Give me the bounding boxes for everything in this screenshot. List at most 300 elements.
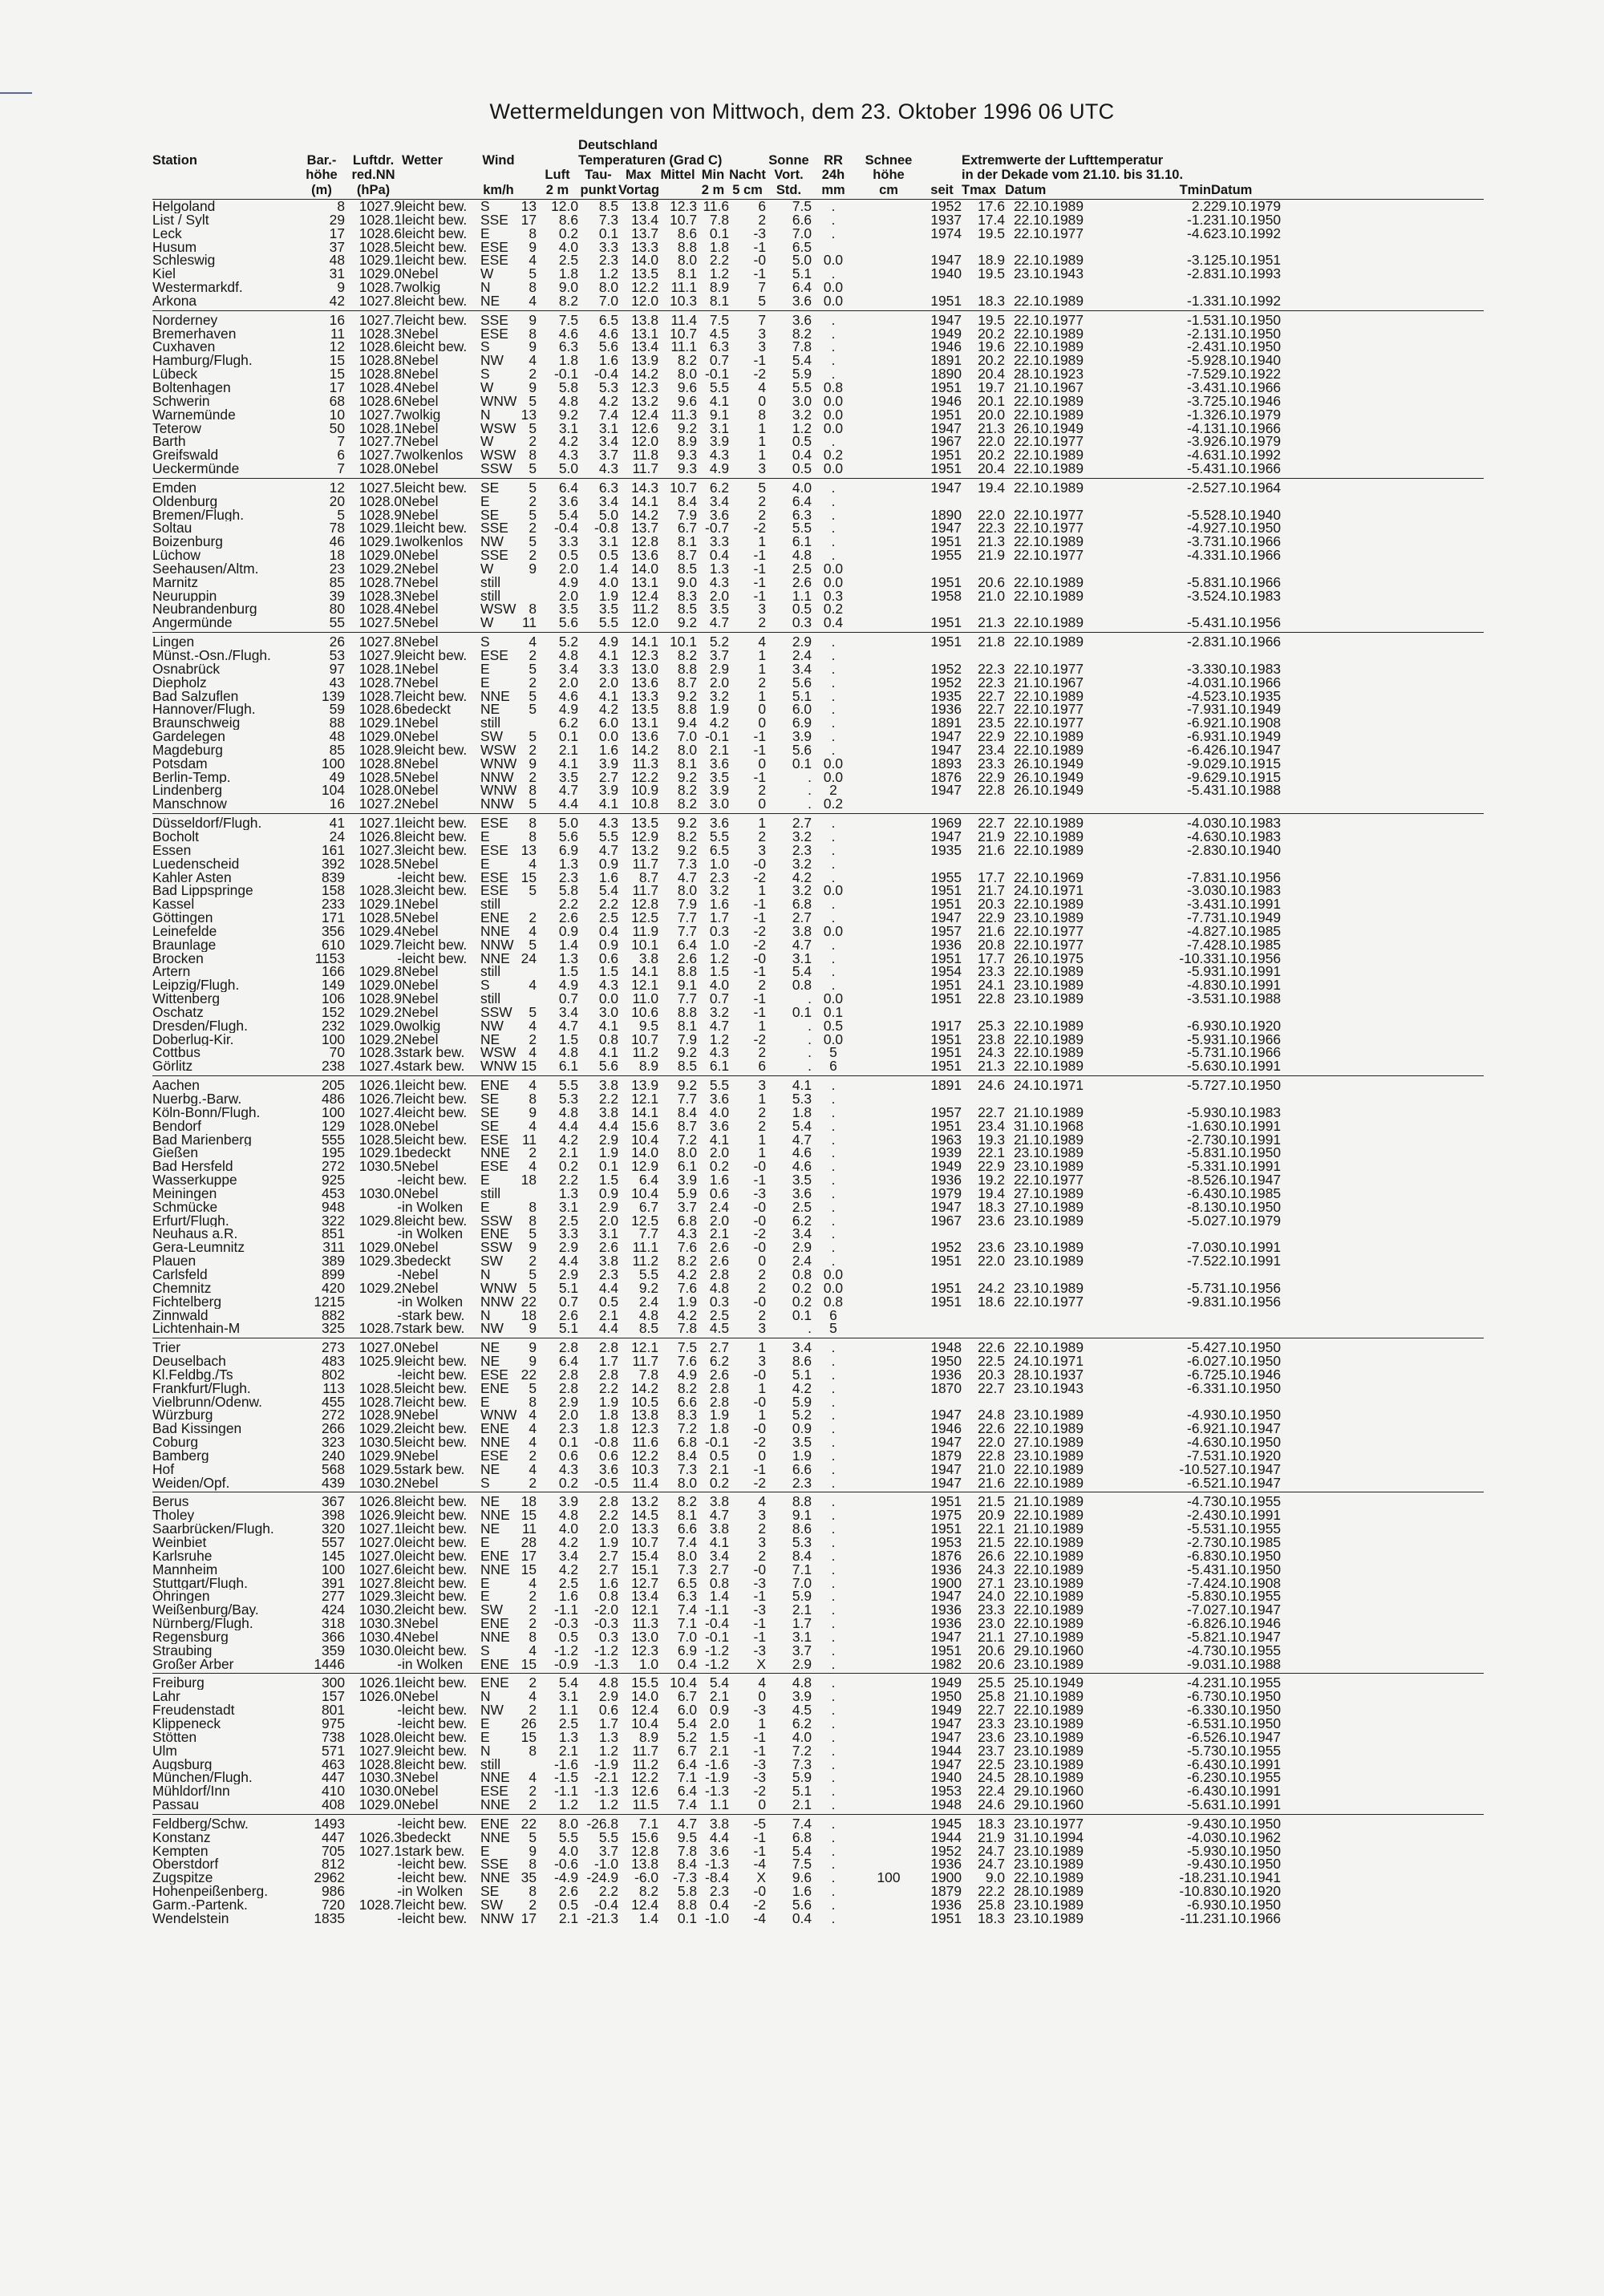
table-cell (1084, 992, 1122, 1006)
table-cell: 10.7 (631, 1536, 658, 1549)
table-cell: 31.10.1956 (1211, 1294, 1282, 1309)
table-cell: 11.1 (670, 281, 697, 294)
table-cell: 13.5 (618, 814, 658, 830)
table-cell (855, 1449, 922, 1463)
station-name: Boizenburg (152, 535, 223, 549)
table-cell: 139 (321, 689, 345, 703)
table-cell: leicht bew. (402, 829, 468, 844)
table-cell: 1975 (930, 1508, 962, 1523)
table-cell: 10.7 (670, 326, 697, 341)
table-cell: 0 (758, 797, 766, 812)
table-cell: 389 (321, 1254, 345, 1268)
table-cell: 2.0 (709, 589, 729, 603)
table-cell: 30.10.1991 (1211, 1757, 1282, 1772)
station-name: Saarbrücken/Flugh. (152, 1522, 274, 1536)
table-cell: 22.5 (978, 1355, 1005, 1368)
table-cell (1084, 857, 1122, 871)
table-cell: 1951 (930, 575, 962, 589)
table-cell: 28.10.1985 (1211, 937, 1282, 952)
table-cell (855, 633, 922, 649)
table-cell: 5 (529, 421, 537, 435)
table-cell: 24.1 (978, 978, 1005, 993)
table-cell: 22.9 (978, 730, 1005, 743)
table-cell: 7.6 (677, 1355, 697, 1368)
table-cell: 5.1 (792, 1784, 812, 1799)
table-cell: Nebel (402, 1617, 439, 1630)
table-cell: leicht bew. (402, 870, 468, 885)
table-cell: 23.10.1989 (1013, 1743, 1084, 1758)
station-name: Zugspitze (152, 1871, 213, 1885)
table-cell: leicht bew. (402, 1857, 468, 1872)
table-cell: 4.2 (598, 703, 618, 717)
table-cell: 2 (529, 1146, 537, 1160)
table-cell: 0.3 (792, 616, 812, 631)
table-cell: 2.0 (709, 1716, 729, 1731)
table-cell: Nebel (402, 602, 439, 617)
table-cell: 1891 (930, 354, 962, 368)
table-cell (855, 690, 922, 703)
table-cell: 1 (758, 535, 766, 549)
table-cell: 4.9 (578, 633, 618, 649)
table-cell: -3.1 (1187, 253, 1211, 268)
table-cell: . (831, 508, 836, 522)
table-cell: 12.8 (631, 1844, 658, 1858)
table-cell: 22.10.1989 (1013, 394, 1084, 408)
table-cell (1005, 797, 1084, 813)
table-cell: 1947 (930, 1589, 962, 1604)
table-cell: 5.6 (792, 743, 812, 757)
table-cell: 1951 (930, 1911, 962, 1926)
table-cell: 1952 (930, 1844, 962, 1858)
table-cell: 0.0 (823, 756, 844, 771)
table-cell: 5.4 (558, 508, 578, 522)
table-cell: 6.5 (578, 310, 618, 326)
table-cell: 851 (321, 1227, 345, 1241)
table-cell: -0 (753, 1213, 766, 1228)
table-cell: leicht bew. (402, 1132, 468, 1147)
table-cell: Nebel (402, 508, 439, 522)
table-cell: 5.5 (697, 1076, 729, 1092)
table-cell: . (831, 1448, 836, 1463)
table-cell: 12.6 (631, 1784, 658, 1799)
station-name: Doberlug-Kir. (152, 1032, 234, 1047)
table-cell: E (480, 1173, 490, 1187)
table-cell: 2 (829, 784, 837, 798)
table-cell (1084, 1395, 1122, 1409)
table-cell: -0.1 (705, 1436, 729, 1449)
table-cell: . (831, 1436, 836, 1449)
table-cell: 4.3 (558, 1462, 578, 1476)
table-cell: -6.9 (1187, 1422, 1211, 1436)
table-cell: 23.4 (978, 743, 1005, 757)
table-cell: Nebel (402, 575, 439, 589)
table-cell (1211, 1092, 1484, 1106)
table-cell: Nebel (402, 924, 439, 938)
table-cell (855, 535, 922, 549)
table-cell: 2 (529, 1254, 537, 1268)
table-cell: 24.10.1971 (1013, 1355, 1084, 1368)
header-cell: Station (152, 152, 197, 168)
table-cell: 1953 (930, 1784, 962, 1799)
table-cell: 31.10.1950 (1211, 1146, 1282, 1160)
table-cell: 11.9 (632, 924, 658, 938)
table-row (152, 1690, 1484, 1703)
table-cell (855, 367, 922, 381)
table-cell: 31.10.1950 (1211, 340, 1282, 354)
table-cell (1084, 1717, 1122, 1731)
table-cell: 4 (516, 633, 537, 649)
table-cell: 1027.3 (358, 843, 402, 857)
table-cell: Nebel (402, 978, 439, 993)
table-cell: 2.8 (558, 1367, 578, 1382)
table-cell (1005, 281, 1084, 294)
table-cell (855, 327, 922, 341)
table-cell: 1951 (930, 616, 962, 631)
station-name: Lichtenhain-M (152, 1322, 241, 1337)
table-cell: 4.3 (709, 1046, 729, 1060)
table-cell: 14.2 (631, 367, 658, 381)
table-cell: Nebel (402, 716, 439, 731)
table-cell: 1.9 (598, 1536, 618, 1549)
table-cell: 13.3 (631, 689, 658, 703)
table-cell: 8.1 (677, 1508, 697, 1523)
table-cell: 29.10.1960 (1013, 1798, 1084, 1813)
table-cell: 2.3 (598, 1267, 618, 1282)
table-cell: 31.10.1992 (1211, 294, 1282, 309)
table-cell: 4.8 (558, 1046, 578, 1060)
table-cell: SSE (480, 1857, 508, 1872)
station-name: Mannheim (152, 1562, 218, 1577)
table-cell: 30.10.1955 (1211, 1643, 1282, 1658)
table-cell: 22.10.1989 (1013, 1462, 1084, 1476)
table-cell: 2.8 (558, 1381, 578, 1395)
header-cell (402, 138, 480, 153)
table-cell: 5.8 (558, 884, 578, 898)
table-cell: 5.4 (537, 1674, 578, 1690)
table-cell: 5.9 (792, 367, 812, 381)
table-cell: - (397, 1367, 402, 1382)
table-row (152, 1630, 1484, 1644)
table-cell: 8 (337, 199, 345, 213)
table-cell: stark bew. (402, 1046, 465, 1060)
table-cell: 26.10.1979 (1211, 407, 1282, 422)
table-cell: 22.1 (978, 1522, 1005, 1536)
table-cell: 24.10.1983 (1211, 589, 1282, 603)
table-row (152, 241, 1484, 254)
header-cell: Tmax (962, 183, 1005, 200)
table-cell: 161 (321, 843, 345, 857)
table-cell: -6.0 (1187, 1355, 1211, 1368)
table-cell (1084, 1492, 1122, 1508)
table-row (152, 1476, 1484, 1492)
table-cell: 1028.0 (358, 1730, 402, 1744)
table-cell: -1.6 (554, 1757, 578, 1772)
table-cell (1084, 1463, 1122, 1476)
table-cell: 1029.8 (358, 1213, 402, 1228)
table-cell: 0.5 (558, 549, 578, 562)
table-cell: 35 (520, 1871, 537, 1885)
table-cell: 8.6 (677, 226, 697, 241)
table-cell: 2 (529, 1589, 537, 1604)
table-cell: 4.4 (598, 1322, 618, 1337)
header-cell: Datum (1005, 183, 1084, 200)
table-cell: 7.4 (677, 1603, 697, 1618)
table-cell: 12.8 (631, 535, 658, 549)
table-cell: -3.4 (1187, 380, 1211, 395)
table-cell: . (831, 1173, 836, 1187)
table-cell: -1 (753, 1844, 766, 1858)
table-cell: 15 (329, 354, 345, 368)
table-cell: 4 (529, 1643, 537, 1658)
table-row (152, 1173, 1484, 1187)
table-cell: 11.7 (632, 1743, 658, 1758)
table-cell: 2.6 (709, 1254, 729, 1268)
table-cell: 3.4 (598, 494, 618, 508)
table-cell (1122, 281, 1211, 294)
table-cell: 9.2 (658, 814, 697, 830)
table-cell: 18.9 (978, 253, 1005, 268)
table-cell (1084, 1703, 1122, 1717)
table-cell: 3.1 (558, 1690, 578, 1704)
table-cell: leicht bew. (402, 1576, 468, 1590)
table-cell: 8.8 (677, 965, 697, 979)
table-cell: 22.10.1991 (1211, 1254, 1282, 1268)
table-cell: 1948 (922, 1338, 962, 1355)
table-cell: 23.10.1989 (1013, 1576, 1084, 1590)
table-cell: 27.10.1964 (1211, 478, 1484, 494)
table-cell: 3.0 (792, 394, 812, 408)
table-cell (1084, 1059, 1122, 1075)
table-cell: 2.1 (558, 1743, 578, 1758)
station-name: Bocholt (152, 829, 200, 844)
table-cell (1084, 1173, 1122, 1187)
table-cell: 7.4 (598, 407, 618, 422)
table-row (152, 521, 1484, 535)
table-cell: 8.8 (677, 703, 697, 717)
table-cell: 1951 (922, 1492, 962, 1508)
table-cell: 2.5 (558, 1576, 578, 1590)
table-cell: 1028.3 (358, 589, 402, 603)
table-cell: 10.5 (631, 1395, 658, 1409)
table-cell: 2 (529, 1476, 537, 1491)
table-cell: 3.9 (709, 435, 729, 449)
table-cell: 2.5 (598, 911, 618, 925)
table-cell: 23.10.1989 (1013, 1911, 1084, 1926)
table-cell (1122, 1309, 1211, 1322)
table-cell: 1030.4 (358, 1630, 402, 1644)
table-cell: 0.7 (709, 354, 729, 368)
table-cell: 5.5 (598, 616, 618, 631)
table-cell: 3 (758, 340, 766, 354)
table-cell: leicht bew. (402, 226, 468, 241)
table-cell: 3.9 (677, 1173, 697, 1187)
table-cell: 12.3 (631, 1643, 658, 1658)
table-cell: -4.0 (1187, 675, 1211, 690)
table-cell: 1.2 (709, 267, 729, 281)
table-cell: -2.4 (1187, 340, 1211, 354)
table-cell: 4 (529, 1436, 537, 1449)
table-cell: ENE (480, 1814, 516, 1830)
station-name: Ueckermünde (152, 462, 240, 477)
table-cell: 3.6 (709, 756, 729, 771)
table-cell: Nebel (402, 267, 439, 281)
table-cell: 10.1 (631, 937, 658, 952)
table-cell (855, 616, 922, 632)
table-cell: 356 (321, 924, 345, 938)
table-cell: 2 (758, 1308, 766, 1322)
table-cell: 2 (529, 770, 537, 784)
station-name: Dresden/Flugh. (152, 1018, 248, 1033)
table-cell: 29.10.1960 (1013, 1784, 1084, 1799)
table-cell: -4.6 (1187, 829, 1211, 844)
table-cell: 0.1 (558, 730, 578, 743)
table-cell: 1957 (930, 924, 962, 938)
table-cell: stark bew. (402, 1322, 465, 1337)
table-cell: 1949 (930, 326, 962, 341)
table-cell: . (831, 1657, 836, 1672)
table-cell: 9 (516, 1338, 537, 1355)
table-cell: 1028.4 (358, 380, 402, 395)
table-cell: 24.10.1908 (1211, 1576, 1282, 1590)
table-cell: -6.5 (1187, 1716, 1211, 1731)
table-cell: -5.7 (1187, 1743, 1211, 1758)
table-cell: E (480, 829, 490, 844)
table-cell: 6.5 (709, 843, 729, 857)
table-cell: ENE (480, 1381, 509, 1395)
table-cell: -5.4 (1187, 616, 1211, 631)
table-cell (855, 213, 922, 227)
station-name: Göttingen (152, 911, 213, 925)
table-cell: 0.5 (598, 1294, 618, 1309)
table-cell: 1.8 (598, 1422, 618, 1436)
table-cell: 5.2 (697, 633, 729, 649)
table-cell: -5.4 (1122, 1338, 1211, 1355)
table-cell: SSE (480, 310, 516, 326)
table-cell: 7.3 (677, 1562, 697, 1577)
table-row (152, 1885, 1484, 1898)
table-cell: - (397, 1294, 402, 1309)
table-cell: -9.6 (1187, 770, 1211, 784)
table-cell: 31.10.1991 (1211, 1160, 1282, 1174)
table-cell: 6.2 (558, 716, 578, 731)
table-cell: W (480, 616, 494, 631)
table-cell (1084, 1214, 1122, 1228)
table-cell: 5.3 (558, 1092, 578, 1106)
table-cell: bedeckt (402, 1830, 451, 1844)
table-cell (855, 965, 922, 978)
table-cell: 21.3 (978, 616, 1005, 631)
table-cell (1084, 1831, 1122, 1844)
table-cell: 5.4 (677, 1716, 697, 1731)
table-cell: . (831, 1589, 836, 1604)
table-cell: . (812, 633, 855, 649)
table-cell: 7.1 (677, 1617, 697, 1630)
table-cell (1084, 1630, 1122, 1644)
station-name: Lingen (152, 633, 298, 649)
table-cell: SSW (480, 1005, 512, 1019)
table-cell: WSW (480, 743, 516, 757)
table-cell: 22.10.1989 (1013, 1589, 1084, 1604)
table-cell: 4.6 (792, 1146, 812, 1160)
table-cell: -5.6 (1187, 1798, 1211, 1813)
table-row (152, 281, 1484, 294)
table-cell: 21.10.1967 (1013, 675, 1084, 690)
table-cell: 1446 (314, 1657, 345, 1672)
table-cell: 5.5 (792, 521, 812, 536)
table-cell: 8.0 (598, 281, 618, 294)
table-cell: SE (480, 478, 516, 494)
table-cell: 21.1 (978, 1630, 1005, 1644)
table-cell: 4.3 (709, 575, 729, 589)
table-cell: -7.7 (1187, 911, 1211, 925)
table-cell: 15.5 (618, 1674, 658, 1690)
table-cell (1122, 1268, 1211, 1282)
table-cell: leicht bew. (402, 1422, 468, 1436)
table-cell: 1900 (930, 1576, 962, 1590)
table-cell: 2 (758, 1281, 766, 1295)
table-cell: 23.10.1989 (1013, 1241, 1084, 1255)
table-cell: 5.6 (598, 340, 618, 354)
table-cell (855, 1059, 922, 1075)
table-cell: 6.0 (792, 703, 812, 717)
table-cell: -0 (753, 1562, 766, 1577)
header-cell: km/h (480, 183, 516, 200)
table-cell: 2.3 (792, 1476, 812, 1491)
header-cell: Sonne (768, 152, 809, 168)
table-cell: -0.4 (594, 367, 618, 381)
header-cell (812, 138, 855, 153)
table-cell: . (831, 1871, 836, 1885)
table-cell: 31.10.1949 (1211, 703, 1282, 717)
table-cell: - (397, 1871, 402, 1885)
header-cell (1084, 138, 1122, 153)
table-cell: - (397, 1885, 402, 1898)
table-cell (855, 1758, 922, 1772)
table-cell: 392 (321, 856, 345, 871)
table-cell: 8.8 (677, 1897, 697, 1912)
table-cell: leicht bew. (402, 1814, 480, 1830)
table-cell: 23.3 (978, 965, 1005, 979)
table-cell: 10 (329, 407, 345, 422)
table-cell: 1979 (930, 1186, 962, 1201)
table-cell: 22.0 (978, 1254, 1005, 1268)
table-cell: 31.10.1968 (1013, 1119, 1084, 1133)
table-cell (855, 281, 922, 294)
table-cell: 238 (321, 1059, 345, 1075)
table-cell: . (808, 797, 812, 812)
table-cell: . (831, 326, 836, 341)
table-cell: 1893 (930, 756, 962, 771)
header-cell: Extremwerte der Lufttemperatur (962, 152, 1164, 168)
table-cell (855, 408, 922, 422)
table-cell: 2 (758, 494, 766, 508)
table-cell: 2.4 (792, 1254, 812, 1268)
table-cell: 22.10.1989 (1013, 1703, 1084, 1717)
table-cell (1084, 310, 1122, 326)
table-cell: 17.7 (978, 870, 1005, 885)
table-cell (1211, 1268, 1484, 1282)
table-cell: 30.10.1950 (1211, 1436, 1282, 1449)
table-row (152, 1871, 1484, 1885)
table-cell: NNE (480, 1508, 510, 1523)
table-cell: -8.1 (1187, 1200, 1211, 1214)
table-cell: 1947 (922, 310, 962, 326)
table-cell: 31.10.1966 (1211, 1046, 1282, 1060)
table-cell: 1936 (930, 1857, 962, 1872)
table-cell: -6.4 (1187, 743, 1211, 757)
table-cell: 455 (321, 1395, 345, 1409)
table-cell: Nebel (402, 1160, 439, 1174)
